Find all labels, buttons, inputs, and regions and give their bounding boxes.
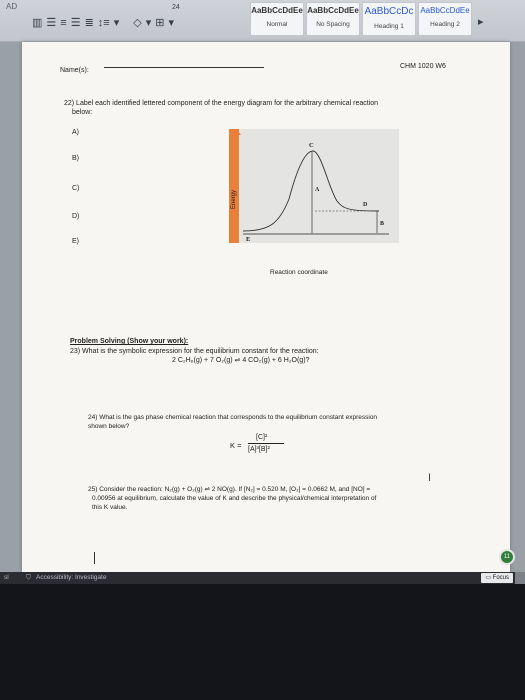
- question-25-line-1: 25) Consider the reaction: N₂(g) + O₂(g) ⇌ 2 NO(g). If [N₂] = 0.520 M, [O₂] = 0.0662 M, and [NO] =: [88, 486, 371, 493]
- answer-a-label: A): [72, 129, 79, 136]
- align-center-icon[interactable]: ≡: [60, 17, 67, 29]
- x-axis-label: Reaction coordinate: [270, 269, 328, 276]
- text-cursor-icon: I: [428, 472, 432, 484]
- ribbon-corner-label: AD: [6, 2, 18, 11]
- question-23-equation: 2 C₂H₆(g) + 7 O₂(g) ⇌ 4 CO₂(g) + 6 H₂O(g)?: [172, 357, 310, 364]
- course-code: CHM 1020 W6: [400, 63, 446, 70]
- question-24-stem: 24) What is the gas phase chemical reaction that corresponds to the equilibrium constant expression: [88, 414, 378, 421]
- style-heading-1[interactable]: [362, 2, 416, 36]
- style-sample: AaBbCcDc: [364, 6, 414, 17]
- diagram-background: [229, 129, 399, 243]
- question-22-stem-cont: below:: [72, 109, 93, 116]
- style-name: Heading 2: [430, 21, 460, 28]
- styles-pane-chevron-icon[interactable]: ▸: [478, 16, 484, 28]
- borders-icon[interactable]: ⊞: [155, 17, 165, 29]
- document-page[interactable]: [22, 42, 510, 572]
- focus-icon: ▭: [485, 575, 493, 581]
- name-label: Name(s):: [60, 67, 89, 74]
- align-right-icon[interactable]: ☰: [70, 17, 81, 29]
- chevron-down-icon[interactable]: ▾: [168, 17, 174, 29]
- justify-icon[interactable]: ≣: [84, 17, 94, 29]
- answer-e-label: E): [72, 238, 79, 245]
- answer-d-label: D): [72, 213, 80, 220]
- k-denominator: [A]³[B]²: [248, 446, 270, 453]
- focus-label: Focus: [492, 575, 509, 581]
- style-sample: AaBbCcDdEe: [307, 6, 359, 15]
- name-field-line[interactable]: [104, 67, 264, 68]
- energy-axis-arrow: [229, 129, 239, 243]
- k-label: K =: [230, 441, 242, 450]
- accessibility-icon[interactable]: ⛉: [26, 574, 31, 581]
- answer-c-label: C): [72, 185, 80, 192]
- question-25-line-2: 0.00956 at equilibrium, calculate the value of K and describe the physical/chemical interpretation of: [92, 495, 377, 502]
- style-normal[interactable]: [250, 2, 304, 36]
- y-axis-label: Energy: [231, 189, 237, 209]
- chevron-down-icon[interactable]: ▾: [113, 17, 120, 29]
- question-25-line-3: this K value.: [92, 504, 128, 511]
- k-numerator: [C]²: [256, 434, 268, 441]
- label-e: E: [246, 236, 251, 243]
- status-bar: [0, 572, 525, 584]
- focus-button[interactable]: [481, 573, 513, 583]
- notification-badge[interactable]: 11: [499, 549, 515, 565]
- question-22-stem: 22) Label each identified lettered component of the energy diagram for the arbitrary chemical reaction: [64, 100, 379, 107]
- chevron-down-icon[interactable]: ▾: [145, 17, 152, 29]
- status-fragment: sl: [4, 574, 9, 581]
- status-scroll-handle[interactable]: [515, 572, 525, 584]
- problem-solving-heading: Problem Solving (Show your work):: [70, 338, 189, 345]
- energy-diagram: [229, 129, 399, 243]
- style-name: Heading 1: [374, 23, 404, 30]
- fraction-bar: [248, 443, 284, 444]
- style-name: No Spacing: [316, 21, 350, 28]
- question-23-stem: 23) What is the symbolic expression for the equilibrium constant for the reaction:: [70, 348, 319, 355]
- style-sample: AaBbCcDdEe: [420, 6, 470, 15]
- style-sample: AaBbCcDdEe: [251, 6, 303, 15]
- shading-icon[interactable]: ◇: [133, 17, 142, 29]
- question-24-stem-cont: shown below?: [88, 423, 130, 430]
- answer-b-label: B): [72, 155, 79, 162]
- paragraph-controls: [32, 16, 174, 30]
- style-heading-2[interactable]: [418, 2, 472, 36]
- label-c: C: [309, 142, 314, 149]
- accessibility-status[interactable]: Accessibility: Investigate: [36, 574, 107, 581]
- label-b: B: [380, 221, 385, 227]
- columns-icon[interactable]: ▥: [32, 17, 43, 29]
- style-no-spacing[interactable]: [306, 2, 360, 36]
- label-d: D: [363, 202, 368, 208]
- desk-surface: [0, 584, 525, 700]
- document-canvas[interactable]: [0, 42, 525, 572]
- insertion-caret: [94, 552, 95, 564]
- ribbon-toolbar: [0, 0, 525, 42]
- font-size-label: 24: [172, 4, 180, 11]
- align-left-icon[interactable]: ☰: [46, 17, 57, 29]
- line-spacing-icon[interactable]: ↕≡: [97, 17, 110, 29]
- label-a: A: [315, 187, 320, 193]
- style-name: Normal: [266, 21, 288, 28]
